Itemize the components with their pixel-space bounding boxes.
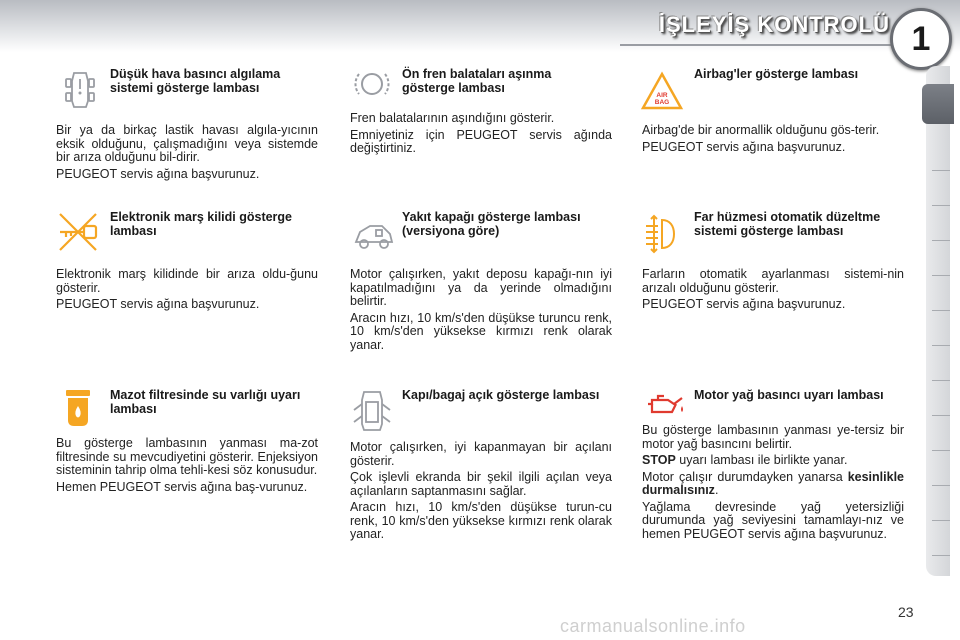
tab-divider xyxy=(932,415,950,416)
brake-pads-icon xyxy=(350,62,394,106)
section-paragraph: Bu gösterge lambasının yanması ma-zot filtresinde su mevcudiyetini gösterir. Enjeksiyon sisteminin tahrip olma tehli-kesi söz konusudur. xyxy=(56,436,318,477)
chapter-tab-active[interactable] xyxy=(922,84,954,124)
section-title: Airbag'ler gösterge lambası xyxy=(694,67,859,81)
section-paragraph: Yağlama devresinde yağ yetersizliği durumunda yağ seviyesini tamamlayı-nız ve hemen PEUGEOT servis ağına başvurunuz. xyxy=(642,499,904,541)
airbag-icon-text: AIR xyxy=(656,92,668,99)
section-paragraph: Motor çalışırken, iyi kapanmayan bir açılanı gösterir. xyxy=(350,440,612,468)
section-title: Kapı/bagaj açık gösterge lambası xyxy=(402,388,600,402)
section-paragraph: Aracın hızı, 10 km/s'den düşükse turuncu renk, 10 km/s'den yüksekse kırmızı renk olarak yanar. xyxy=(350,310,612,352)
header-divider xyxy=(620,44,895,46)
water-in-diesel-icon xyxy=(56,386,100,430)
tab-divider xyxy=(932,240,950,241)
page-number: 23 xyxy=(898,604,914,620)
page-title: İŞLEYİŞ KONTROLÜ xyxy=(658,12,890,37)
section-paragraph-stop xyxy=(642,454,904,468)
watermark: carmanualsonline.info xyxy=(560,616,746,636)
section-body xyxy=(56,437,318,497)
chapter-tab-strip xyxy=(926,66,950,576)
section-title: Ön fren balataları aşınma gösterge lambası xyxy=(402,67,552,95)
section-paragraph: Çok işlevli ekranda bir şekil ilgili açılan veya açılanların saptanmasını sağlar. xyxy=(350,470,612,498)
immobiliser-key-icon xyxy=(56,210,100,254)
section-title: Düşük hava basıncı algılama sistemi gösterge lambası xyxy=(110,67,281,95)
section-body xyxy=(642,424,904,544)
tab-divider xyxy=(932,520,950,521)
section-paragraph: PEUGEOT servis ağına başvurunuz. xyxy=(642,139,846,154)
section-body xyxy=(350,441,612,545)
section-body xyxy=(642,268,904,315)
airbag-icon xyxy=(640,70,684,114)
section-title: Far hüzmesi otomatik düzeltme sistemi gösterge lambası xyxy=(694,210,881,238)
tab-divider xyxy=(932,205,950,206)
section-paragraph: Hemen PEUGEOT servis ağına baş-vurunuz. xyxy=(56,479,308,494)
section-body xyxy=(350,112,612,159)
section-paragraph: Farların otomatik ayarlanması sistemi-nin arızalı olduğunu gösterir. xyxy=(642,267,904,295)
section-paragraph: PEUGEOT servis ağına başvurunuz. xyxy=(56,166,260,181)
oil-pressure-icon xyxy=(642,382,686,426)
section-body xyxy=(56,124,318,184)
tab-divider xyxy=(932,380,950,381)
section-title: Yakıt kapağı gösterge lambası (versiyona göre) xyxy=(402,210,581,238)
section-body xyxy=(350,268,612,355)
section-paragraph: Emniyetiniz için PEUGEOT servis ağında değiştirtiniz. xyxy=(350,127,612,155)
svg-text:BAG: BAG xyxy=(654,99,670,106)
section-paragraph: PEUGEOT servis ağına başvurunuz. xyxy=(642,297,846,311)
door-open-icon xyxy=(350,388,394,432)
section-paragraph-engine: Motor çalışır durumdayken yanarsa kesinlikle durmalısınız. xyxy=(642,469,904,497)
headlamp-levelling-icon xyxy=(640,212,684,256)
section-title: Mazot filtresinde su varlığı uyarı lambası xyxy=(110,388,301,416)
must-stop-keyword: kesinlikle durmalısınız xyxy=(642,469,904,497)
tab-divider xyxy=(932,170,950,171)
tab-divider xyxy=(932,275,950,276)
section-body xyxy=(56,268,318,315)
stop-rest: uyarı lambası ile birlikte yanar. xyxy=(675,453,848,467)
chapter-number-badge: 1 xyxy=(890,8,952,70)
section-paragraph: Aracın hızı, 10 km/s'den düşükse turun-cu renk, 10 km/s'den yüksekse kırmızı renk olarak yanar. xyxy=(350,500,612,541)
fuel-flap-icon xyxy=(352,212,396,256)
section-title: Elektronik marş kilidi gösterge lambası xyxy=(110,210,293,238)
tab-divider xyxy=(932,485,950,486)
section-paragraph: Motor çalışırken, yakıt deposu kapağı-nın iyi kapatılmadığını ya da yerinde olmadığını belirtir. xyxy=(350,267,612,308)
tab-divider xyxy=(932,555,950,556)
stop-keyword: STOP xyxy=(642,453,676,467)
tab-divider xyxy=(932,310,950,311)
tyre-pressure-icon xyxy=(58,67,102,111)
section-paragraph: Airbag'de bir anormallik olduğunu gös-terir. xyxy=(642,123,880,137)
section-paragraph: Bu gösterge lambasının yanması ye-tersiz bir motor yağ basıncını belirtir. xyxy=(642,423,904,451)
section-paragraph: Fren balatalarının aşındığını gösterir. xyxy=(350,111,555,125)
tab-divider xyxy=(932,345,950,346)
section-paragraph: Bir ya da birkaç lastik havası algıla-yıcının eksik olduğunu, çalışmadığını veya sistemde bir arıza olduğunu bil-dirir. xyxy=(56,123,318,164)
section-body xyxy=(642,124,904,157)
tab-divider xyxy=(932,450,950,451)
section-paragraph: Elektronik marş kilidinde bir arıza oldu-ğunu gösterir. xyxy=(56,267,318,295)
section-title: Motor yağ basıncı uyarı lambası xyxy=(694,388,884,402)
section-paragraph: PEUGEOT servis ağına başvurunuz. xyxy=(56,297,260,311)
